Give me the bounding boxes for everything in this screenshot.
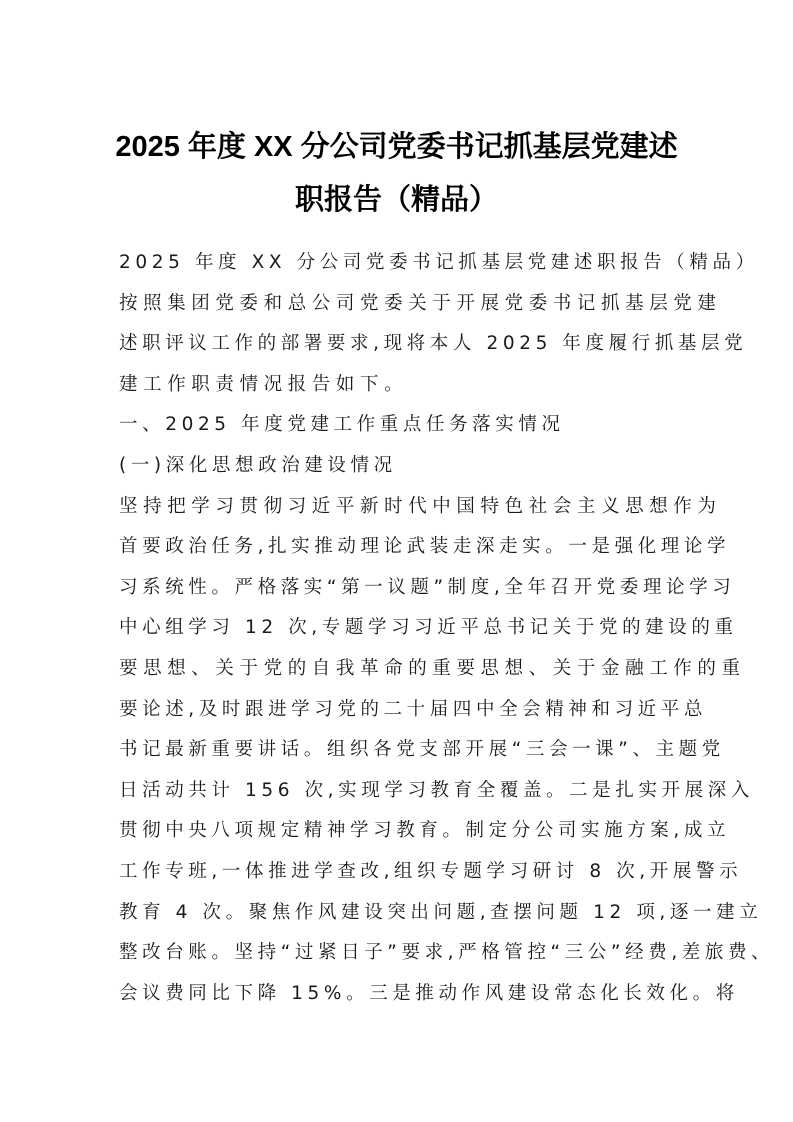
body-line-subtitle: 2025 年度 XX 分公司党委书记抓基层党建述职报告（精品） bbox=[119, 252, 759, 273]
body-line: 整改台账。坚持“过紧日子”要求,严格管控“三公”经费,差旅费、 bbox=[119, 942, 775, 964]
body-line: 书记最新重要讲话。组织各党支部开展“三会一课”、主题党 bbox=[119, 739, 725, 761]
body-line: 会议费同比下降 15%。三是推动作风建设常态化长效化。将 bbox=[119, 982, 739, 1004]
body-line: 教育 4 次。聚焦作风建设突出问题,查摆问题 12 项,逐一建立 bbox=[119, 901, 763, 923]
section-heading: 一、2025 年度党建工作重点任务落实情况 bbox=[119, 414, 565, 436]
document-body bbox=[119, 243, 775, 1014]
body-line: 建工作职责情况报告如下。 bbox=[119, 373, 409, 395]
body-line: 日活动共计 156 次,实现学习教育全覆盖。二是扎实开展深入 bbox=[119, 779, 754, 801]
title-line-1: 2025 年度 XX 分公司党委书记抓基层党建述 bbox=[115, 131, 678, 163]
body-line: 要论述,及时跟进学习党的二十届四中全会精神和习近平总 bbox=[119, 698, 707, 720]
body-line: 工作专班,一体推进学查改,组织专题学习研讨 8 次,开展警示 bbox=[119, 860, 743, 882]
body-line: 按照集团党委和总公司党委关于开展党委书记抓基层党建 bbox=[119, 292, 722, 314]
body-line: 首要政治任务,扎实推动理论武装走深走实。一是强化理论学 bbox=[119, 536, 731, 558]
body-line: 述职评议工作的部署要求,现将本人 2025 年度履行抓基层党 bbox=[119, 333, 748, 355]
body-line: 习系统性。严格落实“第一议题”制度,全年召开党委理论学习 bbox=[119, 576, 736, 598]
body-line: 坚持把学习贯彻习近平新时代中国特色社会主义思想作为 bbox=[119, 495, 722, 517]
body-line: 要思想、关于党的自我革命的重要思想、关于金融工作的重 bbox=[119, 657, 746, 679]
title-line-2: 职报告（精品） bbox=[294, 184, 498, 216]
body-line: 贯彻中央八项规定精神学习教育。制定分公司实施方案,成立 bbox=[119, 820, 731, 842]
body-line: 中心组学习 12 次,专题学习习近平总书记关于党的建设的重 bbox=[119, 617, 738, 639]
subsection-heading: (一)深化思想政治建设情况 bbox=[119, 454, 397, 476]
document-title bbox=[110, 121, 683, 227]
